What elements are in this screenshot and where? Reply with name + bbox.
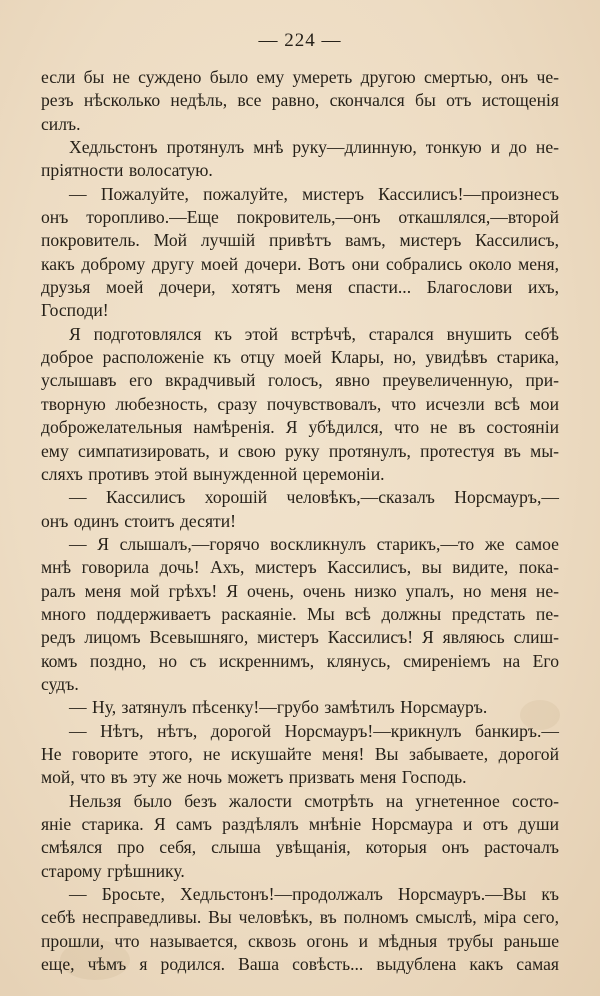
text-line: — Бросьте, Хедльстонъ!—продолжалъ Норсмауръ.—Вы къ: [69, 884, 559, 905]
text-line: много поддерживаетъ раскаяніе. Мы всѣ должны предстать пе-: [41, 603, 559, 624]
text-line: комъ поздно, но съ искреннимъ, клянусь, смиреніемъ на Его: [41, 650, 559, 671]
text-line: ралъ меня мой грѣхъ! Я очень, очень низко упалъ, но меня не-: [41, 580, 559, 601]
text-line: Господи!: [41, 300, 109, 321]
text-line: услышавъ его вкрадчивый голосъ, явно преувеличенную, при-: [41, 370, 559, 391]
text-line: судъ.: [41, 673, 79, 694]
text-line: ему симпатизировать, и свою руку протянулъ, протестуя въ мы-: [41, 440, 559, 461]
text-line: доброжелательныя намѣренія. Я убѣдился, что не въ состояніи: [41, 417, 559, 438]
text-line: — Нѣтъ, нѣтъ, дорогой Норсмауръ!—крикнулъ банкиръ.—: [69, 720, 559, 741]
text-line: яніе старика. Я самъ раздѣлялъ мнѣніе Норсмаура и отъ души: [41, 814, 559, 834]
text-line: — Пожалуйте, пожалуйте, мистеръ Кассилисъ!—произнесъ: [69, 183, 559, 204]
text-line: пріятности волосатую.: [41, 160, 213, 181]
text-line: какъ доброму другу моей дочери. Вотъ они собрались около меня,: [41, 253, 559, 274]
text-line: мнѣ говорила дочь! Ахъ, мистеръ Кассилисъ, вы видите, пока-: [41, 557, 559, 578]
text-line: резъ нѣсколько недѣль, все равно, скончался бы отъ истощенія: [41, 90, 559, 111]
text-line: творную любезность, сразу почувствовалъ, что исчезли всѣ мои: [41, 393, 559, 414]
text-line: Я подготовлялся къ этой встрѣчѣ, старался внушить себѣ: [69, 323, 559, 344]
text-line: — Я слышалъ,—горячо воскликнулъ старикъ,—то же самое: [69, 533, 559, 554]
text-line: смѣялся про себя, слыша увѣщанія, которыя онъ расточалъ: [41, 837, 559, 858]
body-text: [41, 66, 559, 976]
text-line: прошли, что называется, сквозь огонь и мѣдныя трубы раньше: [41, 930, 559, 951]
text-line: сляхъ противъ этой вынужденной церемоніи.: [41, 463, 385, 484]
text-line: мой, что въ эту же ночь можетъ призвать меня Господь.: [41, 767, 467, 788]
text-line: Хедльстонъ протянулъ мнѣ руку—длинную, тонкую и до не-: [69, 137, 559, 158]
text-line: онъ одинъ стоитъ десяти!: [41, 510, 237, 531]
text-line: покровитель. Мой лучшій привѣтъ вамъ, мистеръ Кассилисъ,: [41, 230, 559, 251]
page-number: — 224 —: [258, 30, 342, 51]
text-line: — Ну, затянулъ пѣсенку!—грубо замѣтилъ Норсмауръ.: [69, 697, 488, 718]
text-line: если бы не суждено было ему умереть другою смертью, онъ че-: [41, 67, 559, 87]
text-line: доброе расположеніе къ отцу моей Клары, но, увидѣвъ старика,: [41, 347, 559, 368]
text-line: Нельзя было безъ жалости смотрѣть на угнетенное состо-: [69, 790, 559, 811]
text-line: редъ лицомъ Всевышняго, мистеръ Кассилисъ! Я являюсь слиш-: [41, 627, 559, 648]
text-line: еще, чѣмъ я родился. Ваша совѣсть... выдублена какъ самая: [41, 954, 559, 975]
text-line: старому грѣшнику.: [41, 860, 185, 881]
text-line: друзья моей дочери, хотятъ меня спасти... Благослови ихъ,: [41, 277, 559, 298]
text-line: онъ торопливо.—Еще покровитель,—онъ откашлялся,—второй: [41, 207, 559, 228]
text-line: — Кассилисъ хорошій человѣкъ,—сказалъ Норсмауръ,—: [69, 487, 559, 508]
text-line: Не говорите этого, не искушайте меня! Вы забываете, дорогой: [41, 743, 559, 764]
text-line: себѣ несправедливы. Вы человѣкъ, въ полномъ смыслѣ, міра сего,: [41, 907, 559, 928]
text-line: силъ.: [41, 113, 81, 134]
